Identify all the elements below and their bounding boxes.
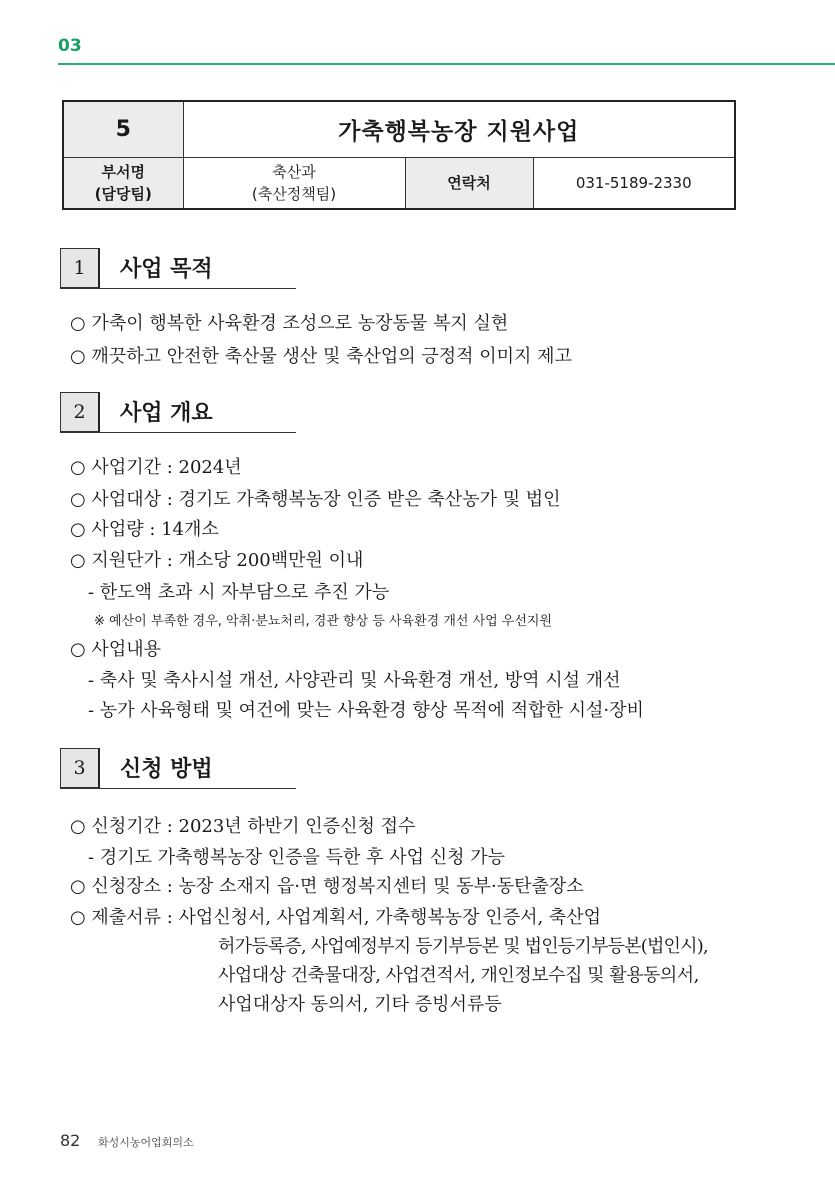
application-subline: - 경기도 가축행복농장 인증을 득한 후 사업 신청 가능 bbox=[88, 847, 506, 868]
application-line: ○ 신청장소 : 농장 소재지 읍·면 행정복지센터 및 동부·동탄출장소 bbox=[70, 876, 584, 897]
program-title: 가축행복농장 지원사업 bbox=[183, 101, 735, 157]
section-number-box: 2 bbox=[60, 392, 100, 432]
application-line: ○ 신청기간 : 2023년 하반기 인증신청 접수 bbox=[70, 816, 416, 837]
purpose-line: ○ 가축이 행복한 사육환경 조성으로 농장동물 복지 실현 bbox=[70, 313, 509, 334]
overview-line: ○ 지원단가 : 개소당 200백만원 이내 bbox=[70, 550, 364, 571]
section-title: 사업 개요 bbox=[120, 401, 213, 426]
overview-line: ○ 사업대상 : 경기도 가축행복농장 인증 받은 축산농가 및 법인 bbox=[70, 489, 561, 510]
publisher-name: 화성시농어업회의소 bbox=[98, 1136, 194, 1149]
dept-value: 축산과 (축산정책팀) bbox=[183, 157, 405, 209]
overview-line: ○ 사업량 : 14개소 bbox=[70, 519, 219, 540]
section-title: 사업 목적 bbox=[120, 257, 213, 282]
overview-note: ※ 예산이 부족한 경우, 악취·분뇨처리, 경관 향상 등 사육환경 개선 사업 우선지원 bbox=[94, 614, 553, 629]
program-number: 5 bbox=[63, 101, 183, 157]
page-number: 82 bbox=[60, 1131, 81, 1150]
contact-label: 연락처 bbox=[405, 157, 533, 209]
overview-line: ○ 사업내용 bbox=[70, 639, 161, 660]
contact-value: 031-5189-2330 bbox=[533, 157, 735, 209]
section-number-box: 3 bbox=[60, 748, 100, 788]
overview-subline: - 한도액 초과 시 자부담으로 추진 가능 bbox=[88, 582, 390, 603]
header-rule bbox=[58, 63, 835, 65]
chapter-number: 03 bbox=[58, 36, 82, 56]
overview-line: ○ 사업기간 : 2024년 bbox=[70, 457, 242, 478]
overview-subline: - 축사 및 축사시설 개선, 사양관리 및 사육환경 개선, 방역 시설 개선 bbox=[88, 670, 621, 691]
section-underline bbox=[60, 432, 296, 433]
section-title: 신청 방법 bbox=[120, 757, 213, 782]
section-underline bbox=[60, 788, 296, 789]
dept-label: 부서명 (담당팀) bbox=[63, 157, 183, 209]
program-info-table bbox=[62, 100, 736, 210]
purpose-line: ○ 깨끗하고 안전한 축산물 생산 및 축산업의 긍정적 이미지 제고 bbox=[70, 346, 572, 367]
section-underline bbox=[60, 288, 296, 289]
overview-subline: - 농가 사육형태 및 여건에 맞는 사육환경 향상 목적에 적합한 시설·장비 bbox=[88, 700, 644, 721]
application-continuation: 사업대상 건축물대장, 사업견적서, 개인정보수집 및 활용동의서, bbox=[218, 965, 699, 986]
application-line: ○ 제출서류 : 사업신청서, 사업계획서, 가축행복농장 인증서, 축산업 bbox=[70, 907, 602, 928]
application-continuation: 허가등록증, 사업예정부지 등기부등본 및 법인등기부등본(법인시), bbox=[218, 936, 708, 957]
section-number-box: 1 bbox=[60, 248, 100, 288]
application-continuation: 사업대상자 동의서, 기타 증빙서류등 bbox=[218, 994, 502, 1015]
